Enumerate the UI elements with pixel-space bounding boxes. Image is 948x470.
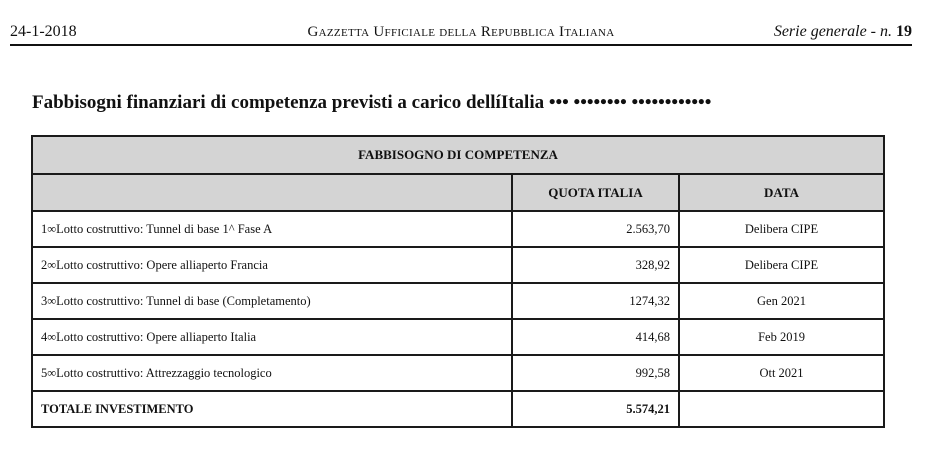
total-data [679, 391, 884, 427]
series-label: Serie generale [773, 23, 867, 40]
total-label: TOTALE INVESTIMENTO [32, 391, 512, 427]
table-row [32, 355, 884, 391]
row-data: Delibera CIPE [679, 247, 884, 283]
row-data: Gen 2021 [679, 283, 884, 319]
total-row [32, 391, 884, 427]
group-header: FABBISOGNO DI COMPETENZA [32, 136, 884, 174]
row-label: 4∞Lotto costruttivo: Opere alliaperto Italia [32, 319, 512, 355]
table-row [32, 247, 884, 283]
row-label: 3∞Lotto costruttivo: Tunnel di base (Completamento) [32, 283, 512, 319]
series-info [774, 22, 912, 42]
row-label: 2∞Lotto costruttivo: Opere alliaperto Francia [32, 247, 512, 283]
column-header-data: DATA [679, 174, 884, 211]
funding-table [31, 135, 885, 428]
column-header-quota: QUOTA ITALIA [512, 174, 679, 211]
row-quota: 414,68 [512, 319, 679, 355]
row-label: 5∞Lotto costruttivo: Attrezzaggio tecnologico [32, 355, 512, 391]
table-row [32, 319, 884, 355]
table-row [32, 283, 884, 319]
total-quota: 5.574,21 [512, 391, 679, 427]
publication-date: 24-1-2018 [10, 23, 77, 40]
series-number: 19 [896, 23, 912, 40]
section-heading: Fabbisogni finanziari di competenza previsti a carico dellíItalia ••• •••••••• •••••••••••• [32, 92, 712, 113]
row-data: Delibera CIPE [679, 211, 884, 247]
header-rule [10, 44, 912, 46]
row-quota: 1274,32 [512, 283, 679, 319]
row-quota: 2.563,70 [512, 211, 679, 247]
page-header [10, 22, 912, 42]
row-quota: 992,58 [512, 355, 679, 391]
gazette-title: Gazzetta Ufficiale della Repubblica Italiana [307, 24, 615, 40]
series-separator: - n. [866, 23, 896, 40]
row-label: 1∞Lotto costruttivo: Tunnel di base 1^ Fase A [32, 211, 512, 247]
row-data: Ott 2021 [679, 355, 884, 391]
column-header-label [32, 174, 512, 211]
row-quota: 328,92 [512, 247, 679, 283]
row-data: Feb 2019 [679, 319, 884, 355]
table-row [32, 211, 884, 247]
